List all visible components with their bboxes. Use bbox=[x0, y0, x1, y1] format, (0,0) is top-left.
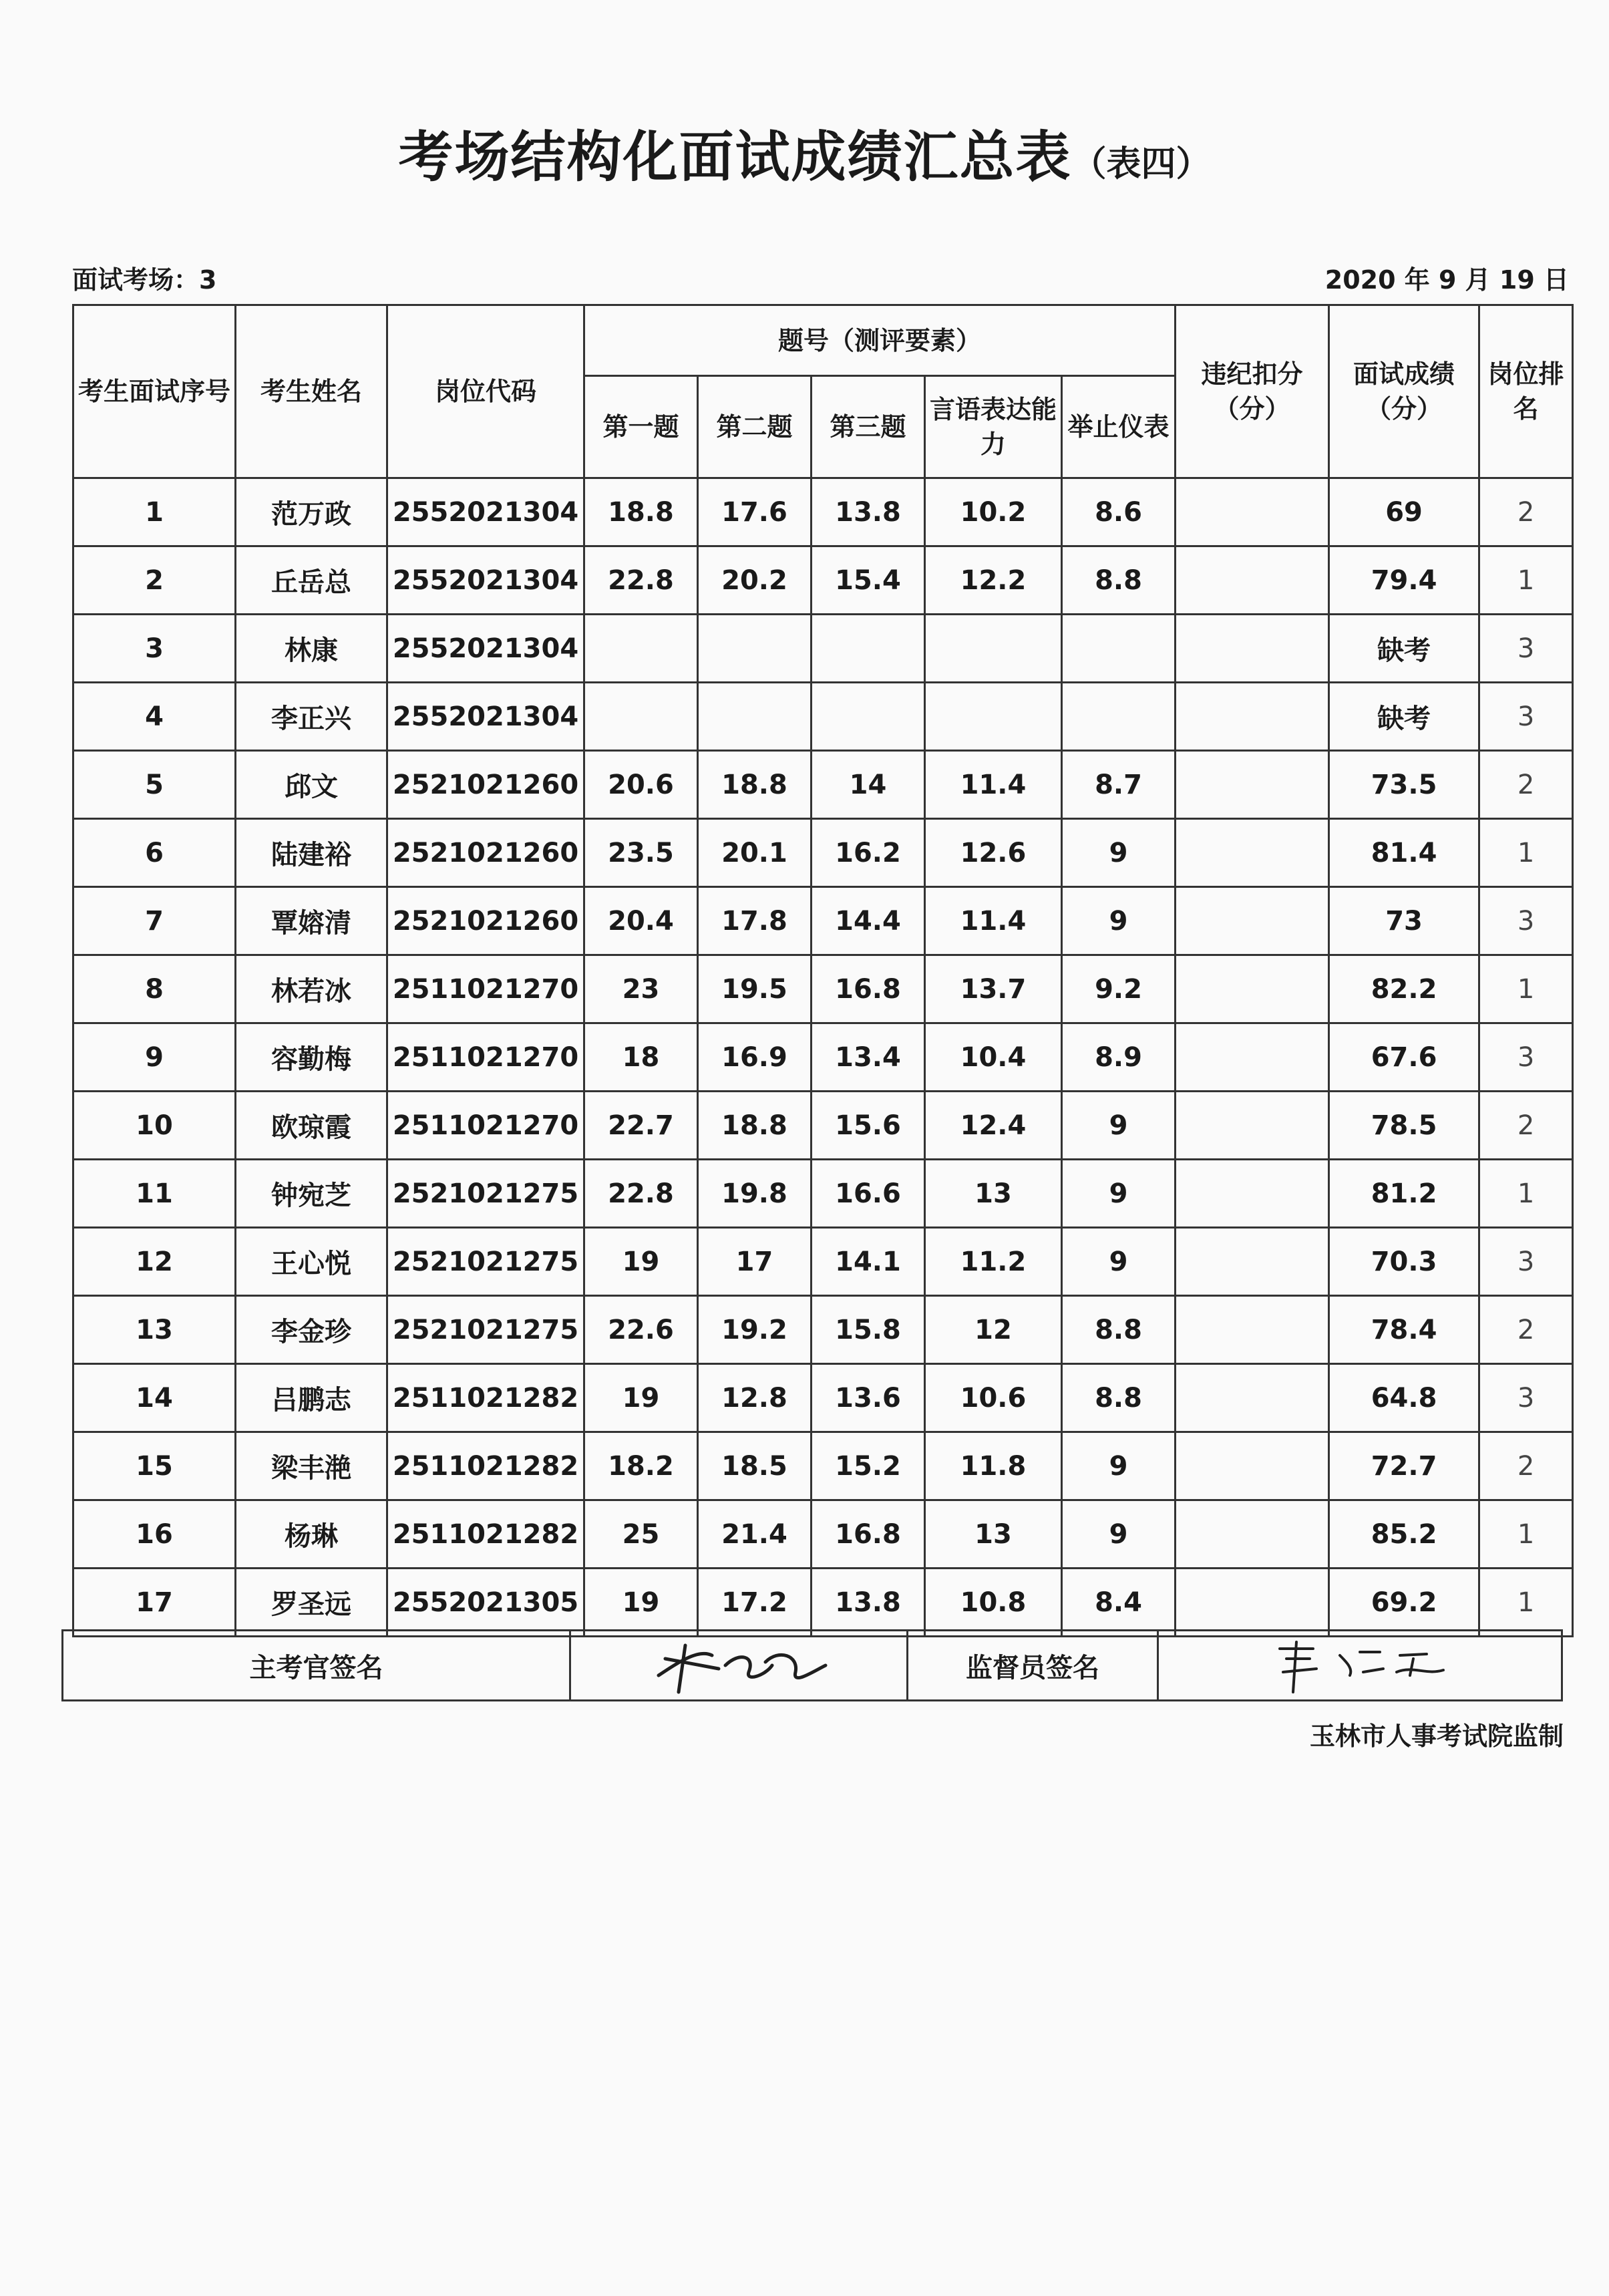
cell-q1: 23 bbox=[584, 955, 698, 1023]
cell-q1: 23.5 bbox=[584, 819, 698, 887]
cell-penalty bbox=[1176, 955, 1329, 1023]
cell-name: 梁丰滟 bbox=[236, 1432, 387, 1500]
table-row bbox=[73, 751, 1573, 819]
cell-penalty bbox=[1176, 1296, 1329, 1364]
cell-manner: 8.7 bbox=[1062, 751, 1176, 819]
header-position-code: 岗位代码 bbox=[387, 305, 584, 478]
cell-code: 2552021304 bbox=[387, 478, 584, 546]
document-title-area bbox=[0, 114, 1609, 192]
cell-q2: 17.2 bbox=[698, 1569, 812, 1637]
cell-q3: 16.6 bbox=[812, 1160, 925, 1228]
cell-q3: 13.6 bbox=[812, 1364, 925, 1432]
cell-q2: 18.8 bbox=[698, 751, 812, 819]
cell-score: 72.7 bbox=[1329, 1432, 1479, 1500]
cell-q3: 15.4 bbox=[812, 546, 925, 615]
document-title: 考场结构化面试成绩汇总表 bbox=[398, 126, 1072, 189]
cell-q3: 16.8 bbox=[812, 1500, 925, 1569]
cell-score: 82.2 bbox=[1329, 955, 1479, 1023]
cell-manner: 8.8 bbox=[1062, 1364, 1176, 1432]
table-row bbox=[73, 1160, 1573, 1228]
cell-seq: 5 bbox=[73, 751, 236, 819]
document-date: 2020 年 9 月 19 日 bbox=[1324, 265, 1569, 295]
cell-q3 bbox=[812, 615, 925, 683]
cell-code: 2521021275 bbox=[387, 1160, 584, 1228]
cell-score: 69 bbox=[1329, 478, 1479, 546]
cell-seq: 2 bbox=[73, 546, 236, 615]
cell-q3: 13.8 bbox=[812, 1569, 925, 1637]
table-row bbox=[73, 955, 1573, 1023]
cell-rank: 1 bbox=[1479, 1160, 1573, 1228]
cell-seq: 12 bbox=[73, 1228, 236, 1296]
cell-penalty bbox=[1176, 546, 1329, 615]
cell-q2: 18.8 bbox=[698, 1092, 812, 1160]
cell-manner: 9 bbox=[1062, 1228, 1176, 1296]
cell-seq: 6 bbox=[73, 819, 236, 887]
cell-q1: 18.2 bbox=[584, 1432, 698, 1500]
cell-q2: 12.8 bbox=[698, 1364, 812, 1432]
cell-q3: 14 bbox=[812, 751, 925, 819]
cell-speech: 12 bbox=[925, 1296, 1062, 1364]
cell-q3: 16.2 bbox=[812, 819, 925, 887]
cell-seq: 4 bbox=[73, 683, 236, 751]
cell-q2: 16.9 bbox=[698, 1023, 812, 1092]
cell-seq: 17 bbox=[73, 1569, 236, 1637]
cell-penalty bbox=[1176, 1364, 1329, 1432]
cell-q3: 13.8 bbox=[812, 478, 925, 546]
cell-penalty bbox=[1176, 887, 1329, 955]
cell-penalty bbox=[1176, 1023, 1329, 1092]
cell-code: 2511021270 bbox=[387, 1092, 584, 1160]
cell-rank: 3 bbox=[1479, 887, 1573, 955]
cell-penalty bbox=[1176, 615, 1329, 683]
cell-manner: 9 bbox=[1062, 887, 1176, 955]
cell-name: 欧琼霞 bbox=[236, 1092, 387, 1160]
cell-q3 bbox=[812, 683, 925, 751]
cell-score: 78.4 bbox=[1329, 1296, 1479, 1364]
issuer-footer: 玉林市人事考试院监制 bbox=[1309, 1721, 1564, 1751]
cell-rank: 2 bbox=[1479, 1432, 1573, 1500]
cell-rank: 2 bbox=[1479, 751, 1573, 819]
header-q3: 第三题 bbox=[812, 376, 925, 478]
cell-q1: 22.6 bbox=[584, 1296, 698, 1364]
cell-name: 吕鹏志 bbox=[236, 1364, 387, 1432]
cell-manner: 8.4 bbox=[1062, 1569, 1176, 1637]
cell-seq: 13 bbox=[73, 1296, 236, 1364]
cell-penalty bbox=[1176, 1228, 1329, 1296]
cell-speech: 10.2 bbox=[925, 478, 1062, 546]
cell-q1: 25 bbox=[584, 1500, 698, 1569]
cell-q3: 14.4 bbox=[812, 887, 925, 955]
table-row bbox=[73, 1296, 1573, 1364]
cell-score: 81.2 bbox=[1329, 1160, 1479, 1228]
header-q2: 第二题 bbox=[698, 376, 812, 478]
table-row bbox=[73, 1092, 1573, 1160]
document-title-suffix: （表四） bbox=[1071, 144, 1211, 184]
cell-manner bbox=[1062, 683, 1176, 751]
cell-speech: 11.4 bbox=[925, 887, 1062, 955]
cell-code: 2511021282 bbox=[387, 1432, 584, 1500]
cell-manner: 8.6 bbox=[1062, 478, 1176, 546]
cell-seq: 7 bbox=[73, 887, 236, 955]
cell-name: 陆建裕 bbox=[236, 819, 387, 887]
cell-code: 2521021275 bbox=[387, 1228, 584, 1296]
cell-code: 2521021260 bbox=[387, 819, 584, 887]
cell-q2: 19.8 bbox=[698, 1160, 812, 1228]
cell-q1: 22.8 bbox=[584, 1160, 698, 1228]
cell-q3: 15.8 bbox=[812, 1296, 925, 1364]
cell-q2: 19.2 bbox=[698, 1296, 812, 1364]
header-question-group: 题号（测评要素） bbox=[584, 305, 1176, 376]
cell-name: 李正兴 bbox=[236, 683, 387, 751]
cell-speech bbox=[925, 683, 1062, 751]
cell-q2 bbox=[698, 615, 812, 683]
cell-manner: 9 bbox=[1062, 1092, 1176, 1160]
table-row bbox=[73, 478, 1573, 546]
supervisor-signature-mark bbox=[1253, 1635, 1467, 1695]
cell-q3: 15.6 bbox=[812, 1092, 925, 1160]
table-row bbox=[73, 1569, 1573, 1637]
cell-score: 85.2 bbox=[1329, 1500, 1479, 1569]
cell-penalty bbox=[1176, 478, 1329, 546]
table-row bbox=[73, 819, 1573, 887]
cell-q2: 20.1 bbox=[698, 819, 812, 887]
cell-q2: 17.8 bbox=[698, 887, 812, 955]
cell-q1: 18.8 bbox=[584, 478, 698, 546]
table-row bbox=[73, 1500, 1573, 1569]
cell-penalty bbox=[1176, 751, 1329, 819]
cell-q1: 22.7 bbox=[584, 1092, 698, 1160]
cell-seq: 10 bbox=[73, 1092, 236, 1160]
table-row bbox=[73, 546, 1573, 615]
table-body bbox=[73, 478, 1573, 1637]
cell-name: 覃嫆清 bbox=[236, 887, 387, 955]
cell-q1 bbox=[584, 615, 698, 683]
cell-penalty bbox=[1176, 1160, 1329, 1228]
cell-rank: 2 bbox=[1479, 1296, 1573, 1364]
examiner-signature-mark bbox=[639, 1635, 839, 1695]
cell-manner: 9 bbox=[1062, 1500, 1176, 1569]
cell-rank: 1 bbox=[1479, 1500, 1573, 1569]
cell-code: 2521021275 bbox=[387, 1296, 584, 1364]
cell-penalty bbox=[1176, 1432, 1329, 1500]
cell-q3: 15.2 bbox=[812, 1432, 925, 1500]
cell-manner: 9 bbox=[1062, 819, 1176, 887]
cell-score: 67.6 bbox=[1329, 1023, 1479, 1092]
cell-rank: 2 bbox=[1479, 1092, 1573, 1160]
cell-speech: 13.7 bbox=[925, 955, 1062, 1023]
header-name: 考生姓名 bbox=[236, 305, 387, 478]
cell-q2 bbox=[698, 683, 812, 751]
cell-seq: 15 bbox=[73, 1432, 236, 1500]
cell-code: 2552021304 bbox=[387, 683, 584, 751]
cell-code: 2521021260 bbox=[387, 751, 584, 819]
cell-penalty bbox=[1176, 1500, 1329, 1569]
cell-score: 缺考 bbox=[1329, 683, 1479, 751]
cell-speech: 10.6 bbox=[925, 1364, 1062, 1432]
cell-rank: 2 bbox=[1479, 478, 1573, 546]
cell-name: 丘岳总 bbox=[236, 546, 387, 615]
cell-rank: 1 bbox=[1479, 819, 1573, 887]
cell-speech: 13 bbox=[925, 1500, 1062, 1569]
cell-name: 李金珍 bbox=[236, 1296, 387, 1364]
cell-speech: 12.4 bbox=[925, 1092, 1062, 1160]
cell-seq: 8 bbox=[73, 955, 236, 1023]
examiner-signature bbox=[570, 1631, 908, 1701]
table-row bbox=[73, 615, 1573, 683]
cell-manner: 9 bbox=[1062, 1160, 1176, 1228]
cell-q1: 20.4 bbox=[584, 887, 698, 955]
cell-score: 73 bbox=[1329, 887, 1479, 955]
table-row bbox=[73, 1364, 1573, 1432]
examiner-signature-label: 主考官签名 bbox=[63, 1631, 570, 1701]
cell-manner: 8.8 bbox=[1062, 546, 1176, 615]
header-seq: 考生面试序号 bbox=[73, 305, 236, 478]
cell-name: 林若冰 bbox=[236, 955, 387, 1023]
cell-seq: 16 bbox=[73, 1500, 236, 1569]
cell-speech: 11.2 bbox=[925, 1228, 1062, 1296]
cell-q2: 21.4 bbox=[698, 1500, 812, 1569]
cell-speech: 10.4 bbox=[925, 1023, 1062, 1092]
cell-code: 2511021282 bbox=[387, 1364, 584, 1432]
table-row bbox=[73, 683, 1573, 751]
cell-score: 缺考 bbox=[1329, 615, 1479, 683]
cell-rank: 3 bbox=[1479, 683, 1573, 751]
table-row bbox=[73, 1228, 1573, 1296]
cell-code: 2511021282 bbox=[387, 1500, 584, 1569]
cell-penalty bbox=[1176, 819, 1329, 887]
cell-q3: 16.8 bbox=[812, 955, 925, 1023]
cell-seq: 9 bbox=[73, 1023, 236, 1092]
header-score: 面试成绩（分） bbox=[1329, 305, 1479, 478]
cell-name: 杨琳 bbox=[236, 1500, 387, 1569]
cell-code: 2521021260 bbox=[387, 887, 584, 955]
cell-rank: 3 bbox=[1479, 1023, 1573, 1092]
cell-manner: 8.9 bbox=[1062, 1023, 1176, 1092]
cell-q2: 18.5 bbox=[698, 1432, 812, 1500]
header-manner: 举止仪表 bbox=[1062, 376, 1176, 478]
cell-score: 64.8 bbox=[1329, 1364, 1479, 1432]
cell-rank: 1 bbox=[1479, 1569, 1573, 1637]
cell-seq: 14 bbox=[73, 1364, 236, 1432]
cell-q1: 18 bbox=[584, 1023, 698, 1092]
cell-rank: 3 bbox=[1479, 1364, 1573, 1432]
cell-manner: 8.8 bbox=[1062, 1296, 1176, 1364]
cell-q3: 13.4 bbox=[812, 1023, 925, 1092]
table-row bbox=[73, 887, 1573, 955]
supervisor-signature bbox=[1158, 1631, 1562, 1701]
cell-code: 2511021270 bbox=[387, 955, 584, 1023]
cell-manner: 9 bbox=[1062, 1432, 1176, 1500]
cell-score: 69.2 bbox=[1329, 1569, 1479, 1637]
table-row bbox=[73, 1023, 1573, 1092]
cell-q1: 22.8 bbox=[584, 546, 698, 615]
cell-seq: 1 bbox=[73, 478, 236, 546]
cell-score: 81.4 bbox=[1329, 819, 1479, 887]
cell-rank: 1 bbox=[1479, 955, 1573, 1023]
cell-q1: 20.6 bbox=[584, 751, 698, 819]
header-q1: 第一题 bbox=[584, 376, 698, 478]
cell-code: 2552021304 bbox=[387, 546, 584, 615]
cell-q2: 17 bbox=[698, 1228, 812, 1296]
cell-speech: 12.6 bbox=[925, 819, 1062, 887]
cell-score: 78.5 bbox=[1329, 1092, 1479, 1160]
header-speech: 言语表达能力 bbox=[925, 376, 1062, 478]
cell-speech: 11.8 bbox=[925, 1432, 1062, 1500]
cell-code: 2552021304 bbox=[387, 615, 584, 683]
cell-score: 73.5 bbox=[1329, 751, 1479, 819]
score-summary-table bbox=[72, 304, 1574, 1637]
cell-name: 罗圣远 bbox=[236, 1569, 387, 1637]
cell-name: 邱文 bbox=[236, 751, 387, 819]
cell-code: 2511021270 bbox=[387, 1023, 584, 1092]
cell-q2: 19.5 bbox=[698, 955, 812, 1023]
cell-q2: 17.6 bbox=[698, 478, 812, 546]
cell-rank: 3 bbox=[1479, 1228, 1573, 1296]
supervisor-signature-label: 监督员签名 bbox=[908, 1631, 1158, 1701]
cell-q3: 14.1 bbox=[812, 1228, 925, 1296]
cell-name: 王心悦 bbox=[236, 1228, 387, 1296]
cell-penalty bbox=[1176, 1569, 1329, 1637]
cell-score: 70.3 bbox=[1329, 1228, 1479, 1296]
cell-manner: 9.2 bbox=[1062, 955, 1176, 1023]
cell-speech: 10.8 bbox=[925, 1569, 1062, 1637]
cell-code: 2552021305 bbox=[387, 1569, 584, 1637]
cell-speech: 11.4 bbox=[925, 751, 1062, 819]
cell-penalty bbox=[1176, 1092, 1329, 1160]
cell-name: 范万政 bbox=[236, 478, 387, 546]
table-row bbox=[73, 1432, 1573, 1500]
cell-speech: 13 bbox=[925, 1160, 1062, 1228]
cell-q2: 20.2 bbox=[698, 546, 812, 615]
cell-name: 容勤梅 bbox=[236, 1023, 387, 1092]
header-rank: 岗位排名 bbox=[1479, 305, 1573, 478]
cell-q1: 19 bbox=[584, 1569, 698, 1637]
cell-q1: 19 bbox=[584, 1364, 698, 1432]
cell-q1 bbox=[584, 683, 698, 751]
exam-room-label: 面试考场：3 bbox=[72, 265, 217, 295]
cell-name: 林康 bbox=[236, 615, 387, 683]
cell-name: 钟宛芝 bbox=[236, 1160, 387, 1228]
cell-score: 79.4 bbox=[1329, 546, 1479, 615]
cell-q1: 19 bbox=[584, 1228, 698, 1296]
header-penalty: 违纪扣分（分） bbox=[1176, 305, 1329, 478]
cell-rank: 3 bbox=[1479, 615, 1573, 683]
cell-speech bbox=[925, 615, 1062, 683]
cell-seq: 3 bbox=[73, 615, 236, 683]
cell-manner bbox=[1062, 615, 1176, 683]
table-header bbox=[73, 305, 1573, 478]
cell-seq: 11 bbox=[73, 1160, 236, 1228]
signature-table bbox=[61, 1629, 1563, 1701]
cell-penalty bbox=[1176, 683, 1329, 751]
cell-rank: 1 bbox=[1479, 546, 1573, 615]
cell-speech: 12.2 bbox=[925, 546, 1062, 615]
